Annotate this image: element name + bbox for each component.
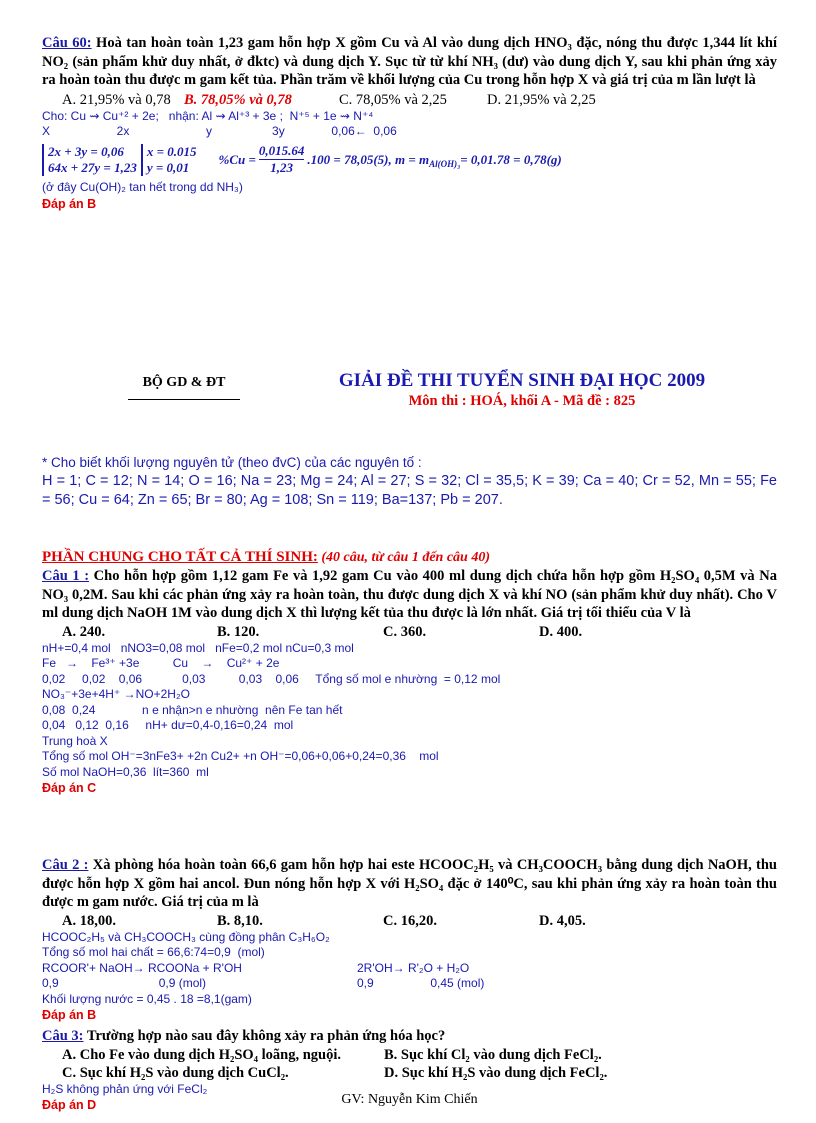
option-b: B. 120. [217,623,260,640]
question-2-block [42,856,777,1023]
q2-solution-5: Khối lượng nước = 0,45 . 18 =8,1(gam) [42,991,252,1006]
system-eq-1: 2x + 3y = 0,06 [48,143,124,159]
q2-answer: Đáp án B [42,1008,97,1022]
question-1-text: Cho hỗn hợp gồm 1,12 gam Fe và 1,92 gam Cu vào 400 ml dung dịch chứa hỗn hợp gồm H₂SO₄ 0,5M và Na NO₃ 0,2M. Sau khi các phản ứng xảy ra hoàn toàn, thu được dung dịch X và khí NO (sản phẩm khử duy nhất). Cho V ml dung dịch NaOH 1M vào dung dịch X thì lượng kết tủa thu được là lớn nhất. Giá trị tối thiểu của V là [42,568,777,621]
option-d: D. 400. [539,623,583,640]
q60-note: (ở đây Cu(OH)₂ tan hết trong dd NH₃) [42,179,243,194]
calc-rest: .100 = 78,05(5), m = m [307,151,430,167]
q1-solution-7: Trung hoà X [42,733,108,748]
calc-end: = 0,01.78 = 0,78(g) [460,151,562,167]
q1-solution-5: 0,08 0,24 n e nhận>n e nhường nên Fe tan hết [42,702,343,717]
question-60-label: Câu 60: [42,35,92,51]
question-1-label: Câu 1 : [42,568,90,584]
question-3-text: Trường hợp nào sau đây không xảy ra phản ứng hóa học? [83,1028,446,1044]
option-d: D. Sục khí H₂S vào dung dịch FeCl₂. [384,1064,608,1081]
q1-solution-6: 0,04 0,12 0,16 nH+ dư=0,4-0,16=0,24 mol [42,718,294,732]
atomic-masses [42,454,777,510]
footer-author: GV: Nguyễn Kim Chiến [341,1092,478,1107]
question-2-text: Xà phòng hóa hoàn toàn 66,6 gam hỗn hợp hai este HCOOC₂H₅ và CH₃COOCH₃ bằng dung dịch NaOH, thu được hỗn hợp X gồm hai ancol. Đun nóng hỗn hợp X với H₂SO₄ đặc ở 140⁰C, sau khi phản ứng xảy ra hoàn toàn thu được m gam nước. Giá trị của m là [42,857,777,910]
exam-header [292,370,752,410]
q60-solution-line-2: X 2x y 3y 0,06← 0,06 [42,124,397,138]
masses-list: H = 1; C = 12; N = 14; O = 16; Na = 23; Mg = 24; Al = 27; S = 32; Cl = 35,5; K = 39; Ca = 40; Cr = 52, Mn = 55; Fe = 56; Cu = 64; Zn = 65; Br = 80; Ag = 108; Sn = 119; Ba=137; Pb = 207. [42,473,777,508]
exam-subtitle: Môn thi : HOÁ, khối A - Mã đề : 825 [408,393,636,409]
q1-answer: Đáp án C [42,781,97,795]
exam-title: GIẢI ĐỀ THI TUYỂN SINH ĐẠI HỌC 2009 [338,370,706,391]
q2-solution-1: HCOOC₂H₅ và CH₃COOCH₃ cùng đồng phân C₃H₆O₂ [42,929,330,944]
option-c: C. 78,05% và 2,25 [339,91,447,108]
question-3-label: Câu 3: [42,1028,84,1044]
q1-solution-9: Số mol NaOH=0,36 lít=360 ml [42,764,209,779]
q1-solution-3: 0,02 0,02 0,06 0,03 0,03 0,06 Tổng số mol e nhường = 0,12 mol [42,671,501,686]
ministry-block [128,373,240,400]
option-a: A. 240. [62,623,106,640]
q3-answer: Đáp án D [42,1098,97,1112]
q1-solution-4: NO₃⁻+3e+4H⁺ →NO+2H₂O [42,687,190,701]
system-eq-2: 64x + 27y = 1,23 [48,159,137,175]
option-b: B. Sục khí Cl₂ vào dung dịch FeCl₂. [384,1046,602,1063]
q1-solution-2: Fe → Fe³⁺ +3e Cu → Cu²⁺ + 2e [42,656,280,670]
option-d: D. 4,05. [539,912,586,929]
fraction [259,143,305,176]
question-60-text: Hoà tan hoàn toàn 1,23 gam hỗn hợp X gồm Cu và Al vào dung dịch HNO₃ đặc, nóng thu được 1,344 lít khí NO₂ (sản phẩm khử duy nhất, ở đktc) và dung dịch Y. Sục từ từ khí NH₃ (dư) vào dung dịch Y, sau khi phản ứng xảy ra hoàn toàn thu được m gam kết tủa. Phần trăm về khối lượng của Cu trong hỗn hợp X và giá trị của m lần lượt là [42,35,777,88]
question-2-label: Câu 2 : [42,857,89,873]
q2-moles-2: 0,9 0,45 (mol) [357,976,485,990]
ministry-name: BỘ GD & ĐT [142,375,226,390]
question-60-options [42,91,777,109]
q3-solution: H₂S không phản ứng với FeCl₂ [42,1081,208,1096]
q60-solution-line-1: Cho: Cu ⇝ Cu⁺² + 2e; nhận: Al ⇝ Al⁺³ + 3e ; N⁺⁵ + 1e ⇝ N⁺⁴ [42,108,374,123]
question-2-options [42,912,777,930]
question-3-options-row-1 [42,1046,777,1064]
option-c: C. 360. [383,623,427,640]
fraction-denominator: 1,23 [270,160,294,175]
question-1-block [42,567,777,796]
section-note: (40 câu, từ câu 1 đến câu 40) [317,550,490,565]
question-60 [42,34,777,90]
option-a: A. 18,00. [62,912,116,929]
system-result-1: x = 0.015 [146,143,197,159]
option-a: A. 21,95% và 0,78 [62,91,171,108]
question-3-options-row-2 [42,1064,777,1082]
option-b: B. 8,10. [217,912,263,929]
q60-equation-system [42,140,777,180]
question-1 [42,567,777,623]
q2-reaction-1: RCOOR'+ NaOH→ RCOONa + R'OH [42,960,242,975]
calc-subscript: Al(OH)₃ [429,158,461,169]
q1-solution-1: nH+=0,4 mol nNO3=0,08 mol nFe=0,2 mol nCu=0,3 mol [42,640,354,655]
question-2 [42,856,777,912]
question-1-options [42,623,777,641]
section-header [42,548,777,566]
option-a: A. Cho Fe vào dung dịch H₂SO₄ loãng, nguội. [62,1046,342,1063]
option-b: B. 78,05% và 0,78 [184,91,292,108]
document-page [42,34,777,1112]
masses-intro: * Cho biết khối lượng nguyên tử (theo đvC) của các nguyên tố : [42,455,422,470]
q60-answer: Đáp án B [42,197,97,211]
option-c: C. 16,20. [383,912,437,929]
section-title: PHẦN CHUNG CHO TẤT CẢ THÍ SINH: [42,549,318,565]
question-3 [42,1027,777,1046]
q2-solution-2: Tổng số mol hai chất = 66,6:74=0,9 (mol) [42,945,265,959]
q2-reaction-2: 2R'OH→ R'₂O + H₂O [357,960,470,975]
fraction-numerator: 0,015.64 [258,143,305,158]
system-left [42,144,137,176]
option-d: D. 21,95% và 2,25 [487,91,596,108]
option-c: C. Sục khí H₂S vào dung dịch CuCl₂. [62,1064,289,1081]
calc-label: %Cu = [218,151,256,167]
q2-moles-1: 0,9 0,9 (mol) [42,976,207,990]
percent-calculation [219,143,562,176]
system-right [141,144,197,176]
q2-solution-4 [42,976,777,992]
q1-solution-8: Tổng số mol OH⁻=3nFe3+ +2n Cu2+ +n OH⁻=0,06+0,06+0,24=0,36 mol [42,749,439,763]
q2-solution-3 [42,961,777,977]
system-result-2: y = 0,01 [146,159,190,175]
footer [42,1090,777,1108]
